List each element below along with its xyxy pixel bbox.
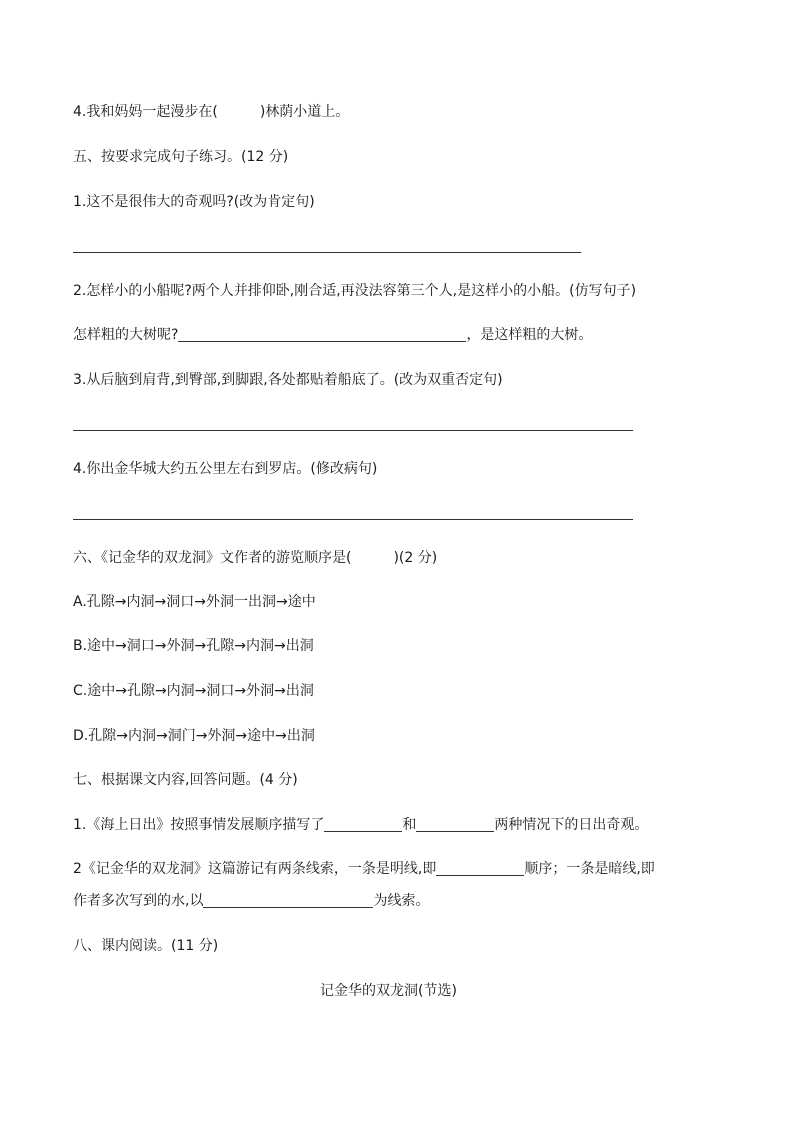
answer-line-5-4[interactable] bbox=[73, 519, 633, 520]
option-b[interactable]: B.途中→洞口→外洞→孔隙→内洞→出洞 bbox=[73, 638, 314, 654]
question-5-4: 4.你出金华城大约五公里左右到罗店。(修改病句) bbox=[73, 461, 378, 477]
section-7-heading: 七、根据课文内容,回答问题。(4 分) bbox=[73, 772, 298, 788]
answer-blank-7-2b[interactable] bbox=[203, 893, 373, 908]
question-7-2: 2《记金华的双龙洞》这篇游记有两条线索，一条是明线,即 顺序；一条是暗线,即 bbox=[73, 861, 655, 877]
answer-blank-7-1a[interactable] bbox=[324, 817, 402, 832]
answer-blank-7-1b[interactable] bbox=[416, 817, 494, 832]
question-5-1: 1.这不是很伟大的奇观吗?(改为肯定句) bbox=[73, 194, 315, 210]
answer-blank-5-2[interactable] bbox=[178, 327, 466, 342]
option-d[interactable]: D.孔隙→内洞→洞门→外洞→途中→出洞 bbox=[73, 728, 315, 744]
question-7-1: 1.《海上日出》按照事情发展顺序描写了 和 两种情况下的日出奇观。 bbox=[73, 817, 649, 833]
answer-blank-7-2a[interactable] bbox=[436, 861, 524, 876]
option-c[interactable]: C.途中→孔隙→内洞→洞口→外洞→出洞 bbox=[73, 683, 314, 699]
answer-line-5-1[interactable] bbox=[73, 252, 581, 253]
question-5-2-imitation: 怎样粗的大树呢? ，是这样粗的大树。 bbox=[73, 327, 593, 343]
answer-line-5-3[interactable] bbox=[73, 430, 633, 431]
question-7-2-cont: 作者多次写到的水,以 为线索。 bbox=[73, 893, 430, 909]
section-6-heading: 六、《记金华的双龙洞》文作者的游览顺序是( )(2 分) bbox=[73, 550, 438, 566]
question-5-3: 3.从后脑到肩背,到臀部,到脚跟,各处都贴着船底了。(改为双重否定句) bbox=[73, 372, 503, 388]
section-8-heading: 八、课内阅读。(11 分) bbox=[73, 938, 219, 954]
question-5-2: 2.怎样小的小船呢?两个人并排仰卧,刚合适,再没法容第三个人,是这样小的小船。(仿写句子) bbox=[73, 283, 637, 299]
option-a[interactable]: A.孔隙→内洞→洞口→外洞一出洞→途中 bbox=[73, 594, 316, 610]
passage-title: 记金华的双龙洞(节选) bbox=[320, 983, 457, 999]
question-4-line: 4.我和妈妈一起漫步在( )林荫小道上。 bbox=[73, 104, 350, 120]
section-5-heading: 五、按要求完成句子练习。(12 分) bbox=[73, 149, 289, 165]
